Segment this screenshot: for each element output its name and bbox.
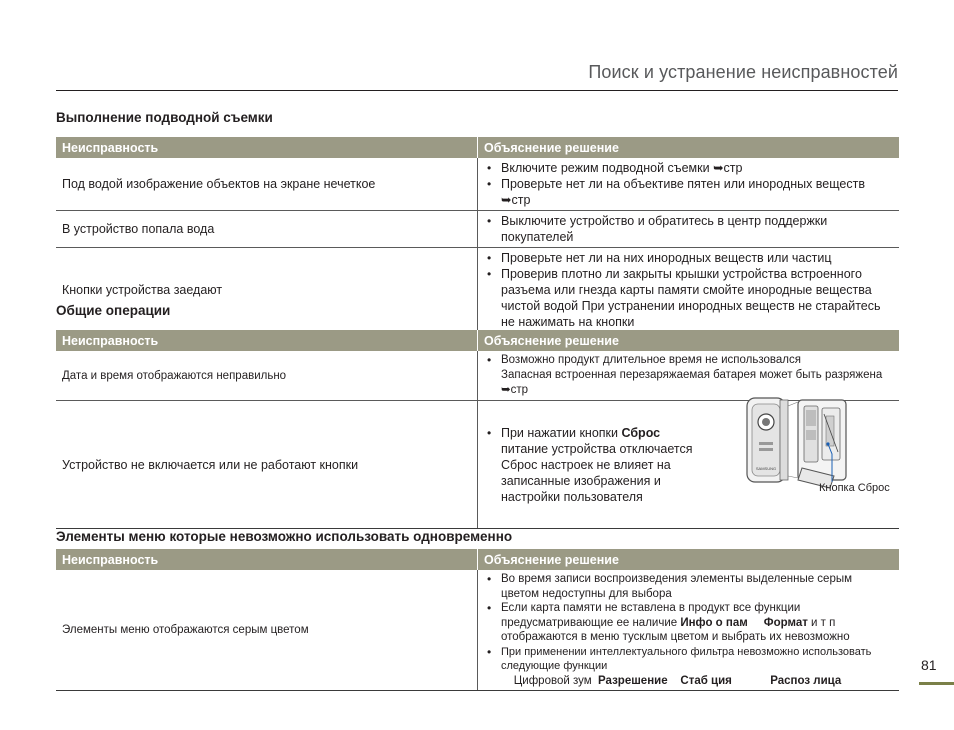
section-title-underwater: Выполнение подводной съемки xyxy=(56,110,273,125)
page-header-title: Поиск и устранение неисправностей xyxy=(588,62,898,82)
solution-item: • Включите режим подводной съемки ➥стр xyxy=(484,160,893,176)
column-header-problem: Неисправность xyxy=(56,137,478,158)
table-row xyxy=(56,158,899,211)
solution-item xyxy=(484,601,893,645)
solution-text: и т п отображаются в меню тусклым цветом и выбрать их невозможно xyxy=(501,616,850,643)
solution-item xyxy=(484,353,893,398)
solution-line: Запасная встроенная перезаряжаемая батарея может быть разряжена ➥стр xyxy=(501,369,883,396)
table-header-row xyxy=(56,137,899,158)
camera-brand-text: SAMSUNG xyxy=(755,466,777,471)
solution-cell xyxy=(478,211,900,248)
solution-text: При нажатии кнопки xyxy=(501,425,622,440)
menu-table xyxy=(56,549,899,691)
solution-text: При применении интеллектуального фильтра невозможно использовать следующие функции xyxy=(501,645,872,672)
solution-item: • Проверьте нет ли на объективе пятен или инородных веществ ➥стр xyxy=(484,176,893,208)
menu-item-face-detection: Распоз лица xyxy=(770,674,842,687)
problem-cell: В устройство попала вода xyxy=(56,211,478,248)
section-title-menu: Элементы меню которые невозможно использовать одновременно xyxy=(56,529,513,544)
problem-cell: Элементы меню отображаются серым цветом xyxy=(56,570,478,691)
table-row xyxy=(56,351,899,401)
solution-item xyxy=(484,645,893,689)
menu-item-stabilization: Стаб ция xyxy=(680,674,732,687)
solution-cell xyxy=(478,570,900,691)
problem-cell: Кнопки устройства заедают xyxy=(56,248,478,333)
column-header-problem: Неисправность xyxy=(56,330,478,351)
page-number: 81 xyxy=(921,657,937,673)
reset-button-label: Кнопка Сброс xyxy=(819,482,890,494)
column-header-problem: Неисправность xyxy=(56,549,478,570)
solution-item xyxy=(484,425,709,505)
problem-cell: Устройство не включается или не работают кнопки xyxy=(56,401,478,529)
solution-text: Если карта памяти не вставлена в продукт все функции предусматривающие ее наличие xyxy=(501,602,801,629)
table-row xyxy=(56,248,899,333)
solution-cell xyxy=(478,158,900,211)
solution-item: • Проверьте нет ли на них инородных веществ или частиц xyxy=(484,250,893,266)
menu-item-digital-zoom: Цифровой зум xyxy=(513,674,592,687)
header-rule xyxy=(56,90,898,91)
problem-cell: Под водой изображение объектов на экране нечеткое xyxy=(56,158,478,211)
menu-item-memory-info: Инфо о пам xyxy=(680,616,748,629)
solution-text: питание устройства отключается Сброс настроек не влияет на записанные изображения и настройки пользователя xyxy=(501,441,693,504)
page-accent-bar xyxy=(919,682,954,685)
menu-item-resolution: Разрешение xyxy=(598,674,668,687)
table-header-row xyxy=(56,549,899,570)
solution-item: • Во время записи воспроизведения элементы выделенные серым цветом недоступны для выбора xyxy=(484,572,893,601)
column-header-solution: Объяснение решение xyxy=(478,137,900,158)
column-header-solution: Объяснение решение xyxy=(478,330,900,351)
table-row xyxy=(56,211,899,248)
problem-cell: Дата и время отображаются неправильно xyxy=(56,351,478,401)
table-row xyxy=(56,570,899,691)
solution-cell xyxy=(478,248,900,333)
solution-line: Возможно продукт длительное время не использовался xyxy=(501,354,801,366)
underwater-table xyxy=(56,137,899,333)
table-header-row xyxy=(56,330,899,351)
menu-item-format: Формат xyxy=(763,616,808,629)
column-header-solution: Объяснение решение xyxy=(478,549,900,570)
solution-item: • Выключите устройство и обратитесь в центр поддержки покупателей xyxy=(484,213,893,245)
solution-cell xyxy=(478,351,900,401)
reset-keyword: Сброс xyxy=(621,425,661,440)
solution-item: • Проверив плотно ли закрыты крышки устройства встроенного разъема или гнезда карты памяти смойте инородные вещества чистой водой При устранении инородных веществ не старайтесь не нажимать на кнопки xyxy=(484,266,893,330)
section-title-general: Общие операции xyxy=(56,303,171,318)
